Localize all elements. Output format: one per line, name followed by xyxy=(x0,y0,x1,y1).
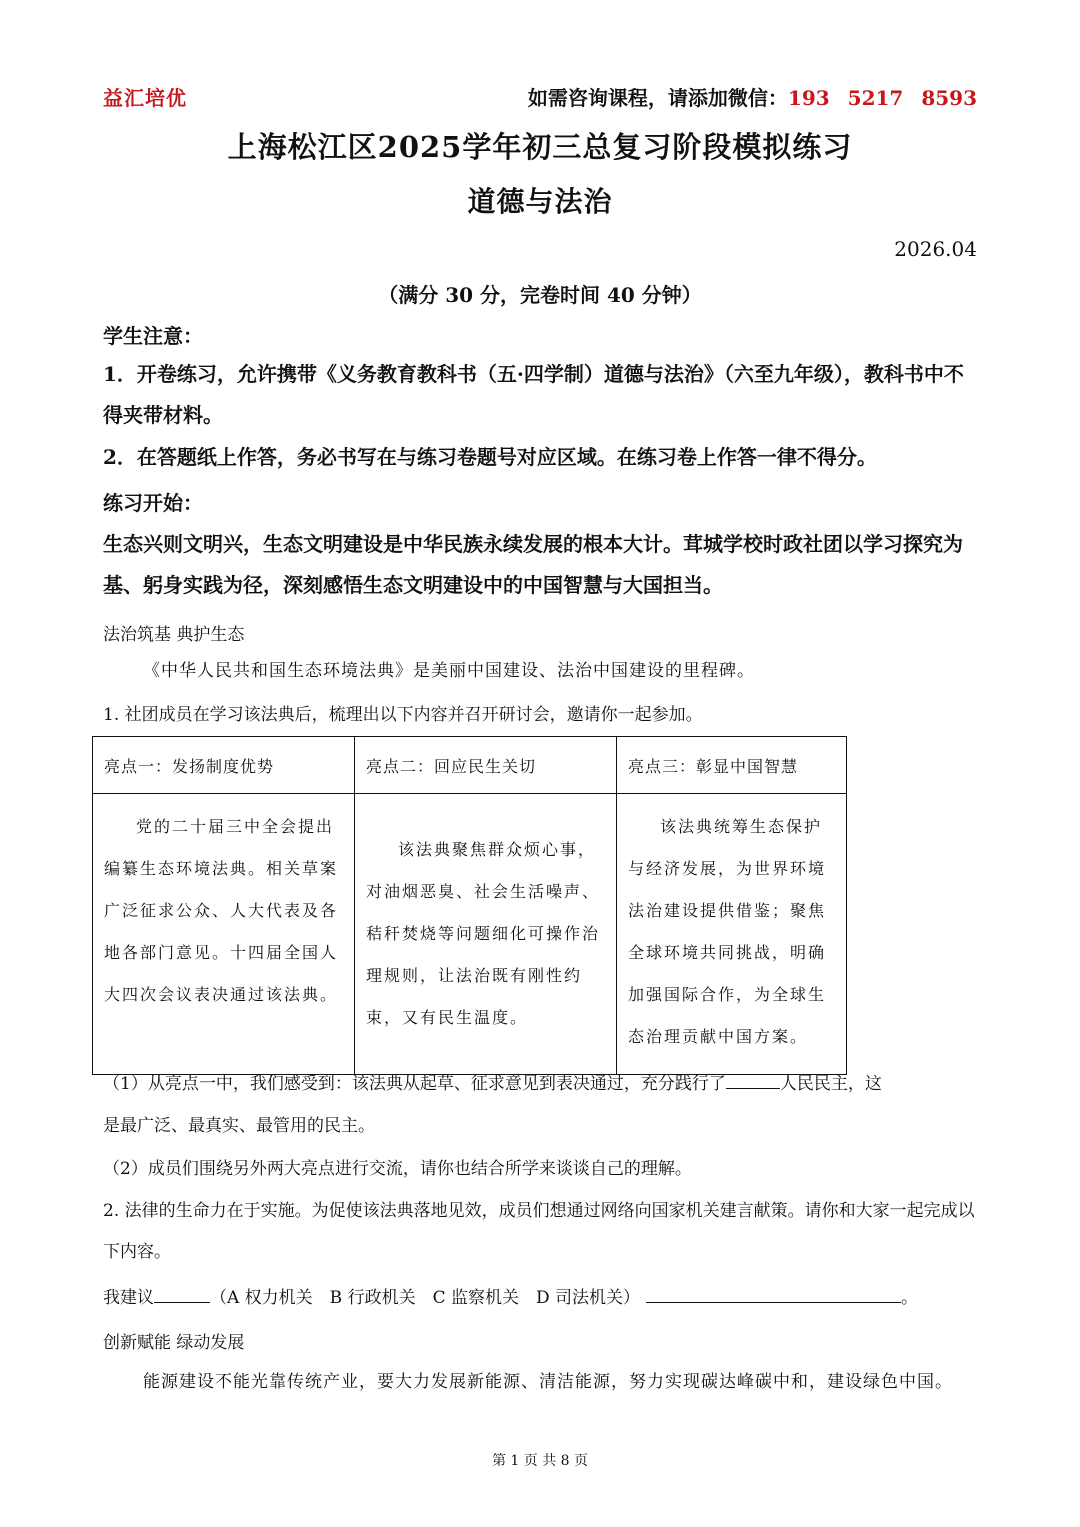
score-note: （满分 30 分，完卷时间 40 分钟） xyxy=(378,283,702,307)
suggestion-prefix: 我建议 xyxy=(103,1288,154,1308)
answer-blank-1[interactable] xyxy=(726,1087,780,1089)
brand-name: 益汇培优 xyxy=(103,86,187,110)
section1-heading: 法治筑基 典护生态 xyxy=(103,625,245,645)
page-number: 第 1 页 共 8 页 xyxy=(491,1453,589,1469)
answer-blank-2[interactable] xyxy=(154,1301,210,1303)
contact-info xyxy=(528,82,977,111)
highlight-header-2: 亮点二：回应民生关切 xyxy=(355,737,617,794)
highlight-cell-2 xyxy=(355,794,617,1075)
notice-heading: 学生注意： xyxy=(103,324,203,348)
question-1-1-line2: 是最广泛、最真实、最管用的民主。 xyxy=(103,1116,375,1136)
suggestion-line xyxy=(103,1278,918,1319)
highlights-table xyxy=(92,736,847,1075)
wechat-part-3: 8593 xyxy=(921,86,977,110)
highlight-text-3: 该法典统筹生态保护与经济发展，为世界环境法治建设提供借鉴；聚焦全球环境共同挑战，明确加强国际合作，为全球生态治理贡献中国方案。 xyxy=(628,817,827,1046)
question-1: 1. 社团成员在学习该法典后，梳理出以下内容并召开研讨会，邀请你一起参加。 xyxy=(103,705,703,725)
wechat-part-1: 193 xyxy=(787,86,830,110)
highlight-header-3: 亮点三：彰显中国智慧 xyxy=(617,737,847,794)
start-heading: 练习开始： xyxy=(103,491,203,515)
section2-lead: 能源建设不能光靠传统产业，要大力发展新能源、清洁能源，努力实现碳达峰碳中和，建设绿色中国。 xyxy=(143,1372,953,1392)
question-1-1 xyxy=(103,1064,882,1105)
wechat-part-2: 5217 xyxy=(847,86,904,110)
question-2: 2. 法律的生命力在于实施。为促使该法典落地见效，成员们想通过网络向国家机关建言献策。请你和大家一起完成以下内容。 xyxy=(103,1201,975,1262)
exam-title: 上海松江区2025学年初三总复习阶段模拟练习 xyxy=(227,130,853,164)
notice-item-2: 2．在答题纸上作答，务必书写在与练习卷题号对应区域。在练习卷上作答一律不得分。 xyxy=(103,445,877,469)
contact-label: 如需咨询课程，请添加微信： xyxy=(527,86,788,110)
section2-heading: 创新赋能 绿动发展 xyxy=(103,1333,245,1353)
highlight-header-1: 亮点一：发扬制度优势 xyxy=(93,737,355,794)
highlight-text-2: 该法典聚焦群众烦心事，对油烟恶臭、社会生活噪声、秸秆焚烧等问题细化可操作治理规则，让法治既有刚性约束，又有民生温度。 xyxy=(366,840,601,1027)
highlight-text-1: 党的二十届三中全会提出编纂生态环境法典。相关草案广泛征求公众、人大代表及各地各部门意见。十四届全国人大四次会议表决通过该法典。 xyxy=(104,817,339,1004)
intro-paragraph: 生态兴则文明兴，生态文明建设是中华民族永续发展的根本大计。茸城学校时政社团以学习探究为基、躬身实践为径，深刻感悟生态文明建设中的中国智慧与大国担当。 xyxy=(103,532,963,597)
question-1-2: （2）成员们围绕另外两大亮点进行交流，请你也结合所学来谈谈自己的理解。 xyxy=(103,1159,692,1179)
section1-lead: 《中华人民共和国生态环境法典》是美丽中国建设、法治中国建设的里程碑。 xyxy=(143,661,755,681)
notice-item-1: 1．开卷练习，允许携带《义务教育教科书（五·四学制）道德与法治》（六至九年级），教科书中不得夹带材料。 xyxy=(103,362,964,427)
suggestion-end: 。 xyxy=(901,1288,919,1308)
highlight-cell-3 xyxy=(617,794,847,1075)
answer-blank-3[interactable] xyxy=(646,1301,901,1303)
subject-title: 道德与法治 xyxy=(467,185,613,218)
q1-1-text-after: 人民民主，这 xyxy=(779,1074,882,1094)
wechat-number xyxy=(788,86,977,110)
exam-date: 2026.04 xyxy=(894,237,977,261)
organ-options: （A 权力机关 B 行政机关 C 监察机关 D 司法机关） xyxy=(210,1288,641,1308)
highlight-cell-1 xyxy=(93,794,355,1075)
q1-1-text-before: （1）从亮点一中，我们感受到：该法典从起草、征求意见到表决通过，充分践行了 xyxy=(103,1074,726,1094)
